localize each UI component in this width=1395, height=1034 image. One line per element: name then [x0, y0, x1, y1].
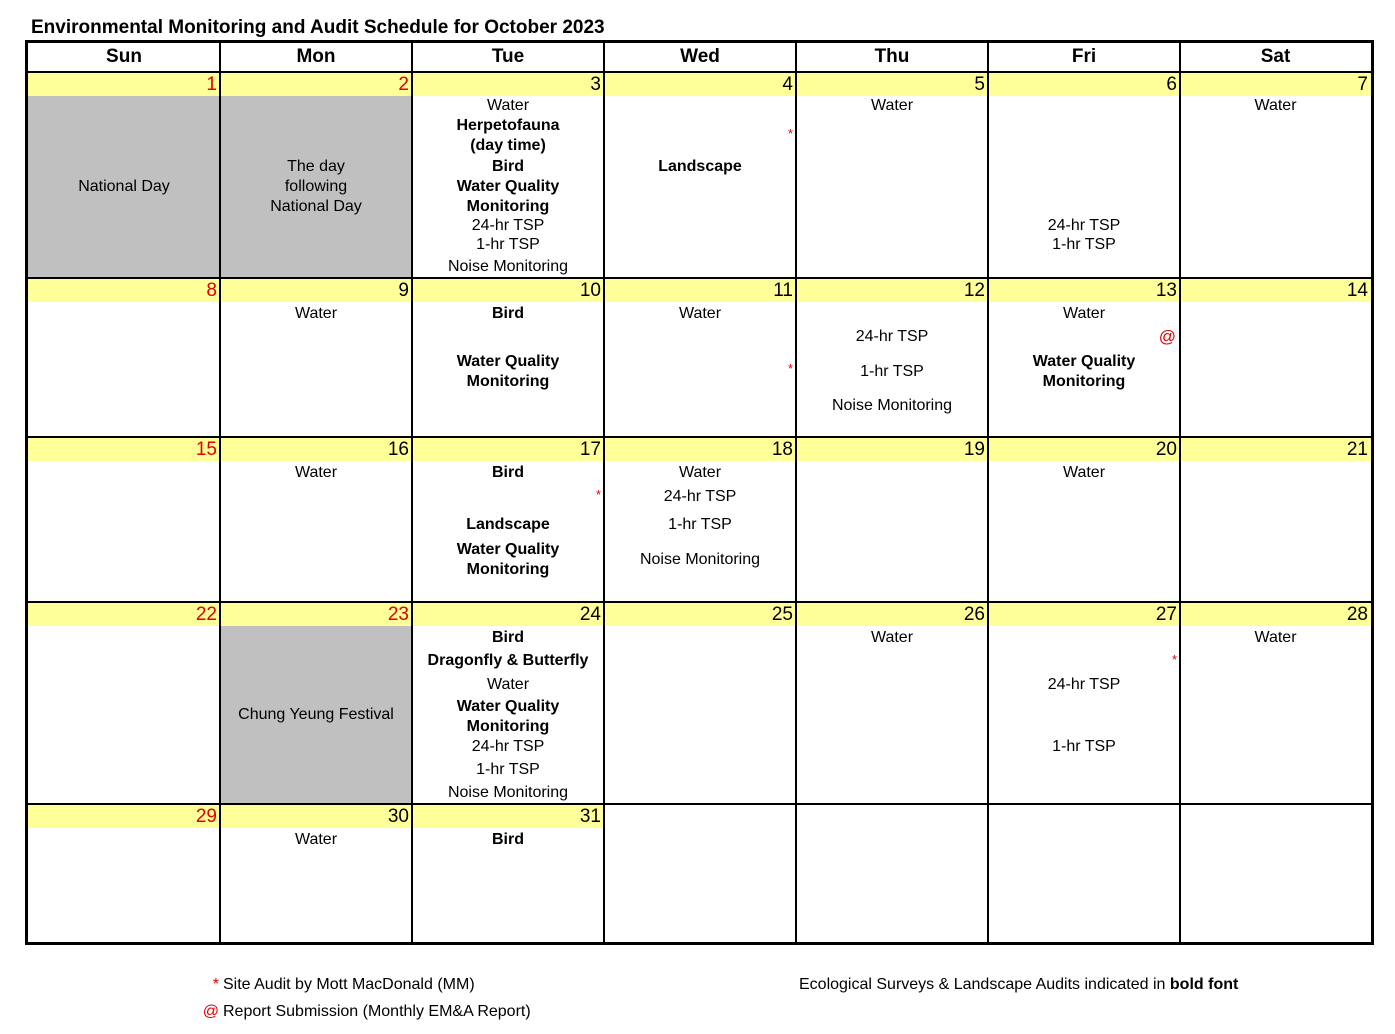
day-number: 14 — [1180, 279, 1371, 302]
day-number: 9 — [220, 279, 412, 302]
weekday-fri: Fri — [1071, 46, 1097, 67]
day-number: 6 — [988, 73, 1180, 96]
event-water-quality: Water Quality — [456, 178, 560, 195]
day-cell-12[interactable] — [796, 279, 988, 437]
day-cell-10[interactable] — [412, 279, 604, 437]
legend-report-submission — [197, 1003, 531, 1021]
day-number: 18 — [604, 438, 796, 461]
event-water: Water — [486, 97, 530, 114]
day-number: 19 — [796, 438, 988, 461]
day-cell-20[interactable] — [988, 438, 1180, 602]
day-number: 31 — [412, 805, 604, 828]
event-water-quality-monitoring: Monitoring — [466, 718, 550, 735]
day-cell-11[interactable] — [604, 279, 796, 437]
row-divider — [28, 601, 1371, 603]
empty-cell — [604, 805, 796, 942]
site-audit-marker: * — [1171, 652, 1177, 667]
event-herpetofauna-daytime: (day time) — [470, 137, 546, 154]
event-water: Water — [294, 831, 338, 848]
day-number: 4 — [604, 73, 796, 96]
column-divider — [603, 43, 605, 942]
day-cell-27[interactable] — [988, 603, 1180, 804]
weekday-thu: Thu — [874, 46, 910, 67]
event-24hr-tsp: 24-hr TSP — [663, 488, 737, 505]
day-number: 5 — [796, 73, 988, 96]
day-number: 8 — [28, 279, 220, 302]
event-water: Water — [678, 305, 722, 322]
site-audit-marker: * — [595, 487, 601, 502]
event-24hr-tsp: 24-hr TSP — [471, 217, 545, 234]
weekday-tue: Tue — [491, 46, 525, 67]
event-bird: Bird — [492, 158, 524, 175]
event-24hr-tsp: 24-hr TSP — [471, 738, 545, 755]
event-water: Water — [870, 97, 914, 114]
day-cell-5[interactable] — [796, 73, 988, 278]
day-number: 15 — [28, 438, 220, 461]
day-number: 26 — [796, 603, 988, 626]
event-water: Water — [1254, 97, 1297, 114]
legend-report-submission-text: Report Submission (Monthly EM&A Report) — [223, 1003, 531, 1020]
legend-bold-note-text: Ecological Surveys & Landscape Audits indicated in — [799, 976, 1166, 993]
day-number: 10 — [412, 279, 604, 302]
empty-cell — [988, 805, 1180, 942]
day-number: 21 — [1180, 438, 1371, 461]
column-divider — [411, 43, 413, 942]
event-water-quality: Water Quality — [1032, 353, 1136, 370]
day-cell-16[interactable] — [220, 438, 412, 602]
weekday-mon: Mon — [296, 46, 336, 67]
site-audit-marker: * — [787, 361, 793, 376]
day-number: 16 — [220, 438, 412, 461]
row-divider — [28, 277, 1371, 279]
event-water-quality: Water Quality — [456, 698, 560, 715]
site-audit-marker: * — [787, 126, 793, 141]
day-cell-2[interactable] — [220, 73, 412, 278]
event-bird: Bird — [492, 305, 524, 322]
event-water-quality-monitoring: Monitoring — [466, 198, 550, 215]
page-title: Environmental Monitoring and Audit Schedule for October 2023 — [31, 17, 605, 38]
holiday-label: National Day — [28, 96, 220, 278]
empty-cell — [796, 805, 988, 942]
event-landscape: Landscape — [658, 158, 742, 175]
calendar-grid — [25, 40, 1374, 945]
day-number: 11 — [604, 279, 796, 302]
event-1hr-tsp: 1-hr TSP — [476, 236, 540, 253]
event-landscape: Landscape — [466, 516, 550, 533]
day-cell-21[interactable] — [1180, 438, 1371, 602]
day-number: 28 — [1180, 603, 1371, 626]
event-1hr-tsp: 1-hr TSP — [860, 363, 924, 380]
event-water: Water — [1254, 629, 1297, 646]
day-cell-3[interactable] — [412, 73, 604, 278]
day-cell-6[interactable] — [988, 73, 1180, 278]
day-number: 20 — [988, 438, 1180, 461]
event-bird: Bird — [492, 629, 524, 646]
event-dragonfly-butterfly: Dragonfly & Butterfly — [427, 652, 589, 669]
day-cell-31[interactable] — [412, 805, 604, 942]
column-divider — [795, 43, 797, 942]
event-water: Water — [870, 629, 914, 646]
day-cell-25[interactable] — [604, 603, 796, 804]
event-noise-monitoring: Noise Monitoring — [447, 784, 569, 801]
day-number: 25 — [604, 603, 796, 626]
weekday-header — [28, 43, 1371, 74]
holiday-label: The day following National Day — [220, 96, 412, 278]
day-number: 24 — [412, 603, 604, 626]
day-cell-22[interactable] — [28, 603, 220, 804]
asterisk-marker: * — [212, 976, 219, 993]
event-water: Water — [294, 464, 338, 481]
event-water-quality-monitoring: Monitoring — [466, 373, 550, 390]
event-noise-monitoring: Noise Monitoring — [831, 397, 953, 414]
day-cell-4[interactable] — [604, 73, 796, 278]
legend-bold-note — [799, 976, 1238, 994]
day-cell-13[interactable] — [988, 279, 1180, 437]
event-24hr-tsp: 24-hr TSP — [1047, 676, 1121, 693]
event-1hr-tsp: 1-hr TSP — [1052, 738, 1116, 755]
day-cell-19[interactable] — [796, 438, 988, 602]
event-water: Water — [678, 464, 722, 481]
event-noise-monitoring: Noise Monitoring — [447, 258, 569, 275]
event-herpetofauna: Herpetofauna — [456, 117, 560, 134]
event-1hr-tsp: 1-hr TSP — [1052, 236, 1116, 253]
day-cell-7[interactable] — [1180, 73, 1371, 278]
day-cell-29[interactable] — [28, 805, 220, 942]
day-number: 13 — [988, 279, 1180, 302]
weekday-sun: Sun — [106, 46, 142, 67]
event-water: Water — [1062, 464, 1106, 481]
day-number: 30 — [220, 805, 412, 828]
event-water: Water — [1062, 305, 1106, 322]
day-cell-14[interactable] — [1180, 279, 1371, 437]
day-cell-15[interactable] — [28, 438, 220, 602]
event-bird: Bird — [492, 831, 524, 848]
event-water-quality-monitoring: Monitoring — [466, 561, 550, 578]
column-divider — [219, 43, 221, 942]
day-cell-17[interactable] — [412, 438, 604, 602]
day-number: 3 — [412, 73, 604, 96]
event-water-quality-monitoring: Monitoring — [1042, 373, 1126, 390]
event-water: Water — [486, 676, 530, 693]
day-cell-26[interactable] — [796, 603, 988, 804]
day-number: 27 — [988, 603, 1180, 626]
row-divider — [28, 803, 1371, 805]
event-water-quality: Water Quality — [456, 541, 560, 558]
event-bird: Bird — [492, 464, 524, 481]
day-number: 7 — [1180, 73, 1371, 96]
day-cell-9[interactable] — [220, 279, 412, 437]
day-number: 12 — [796, 279, 988, 302]
day-number: 23 — [220, 603, 412, 626]
weekday-sat: Sat — [1260, 46, 1291, 67]
event-water: Water — [294, 305, 338, 322]
legend-bold-note-emphasis: bold font — [1169, 976, 1239, 993]
event-24hr-tsp: 24-hr TSP — [1047, 217, 1121, 234]
day-cell-30[interactable] — [220, 805, 412, 942]
event-1hr-tsp: 1-hr TSP — [668, 516, 732, 533]
day-cell-23[interactable] — [220, 603, 412, 804]
event-1hr-tsp: 1-hr TSP — [476, 761, 540, 778]
empty-cell — [1180, 805, 1371, 942]
event-water-quality: Water Quality — [456, 353, 560, 370]
row-divider — [28, 436, 1371, 438]
day-number: 17 — [412, 438, 604, 461]
legend-site-audit — [197, 976, 475, 994]
day-number: 29 — [28, 805, 220, 828]
at-marker: @ — [202, 1003, 219, 1020]
day-cell-24[interactable] — [412, 603, 604, 804]
day-cell-1[interactable] — [28, 73, 220, 278]
day-number: 22 — [28, 603, 220, 626]
day-cell-28[interactable] — [1180, 603, 1371, 804]
weekday-wed: Wed — [680, 46, 720, 67]
day-cell-18[interactable] — [604, 438, 796, 602]
event-24hr-tsp: 24-hr TSP — [855, 328, 929, 345]
legend-site-audit-text: Site Audit by Mott MacDonald (MM) — [223, 976, 475, 993]
holiday-label: Chung Yeung Festival — [220, 626, 412, 804]
day-number: 2 — [220, 73, 412, 96]
day-cell-8[interactable] — [28, 279, 220, 437]
column-divider — [1179, 43, 1181, 942]
column-divider — [987, 43, 989, 942]
day-number: 1 — [28, 73, 220, 96]
event-noise-monitoring: Noise Monitoring — [639, 551, 761, 568]
report-submission-marker: @ — [1158, 327, 1176, 346]
